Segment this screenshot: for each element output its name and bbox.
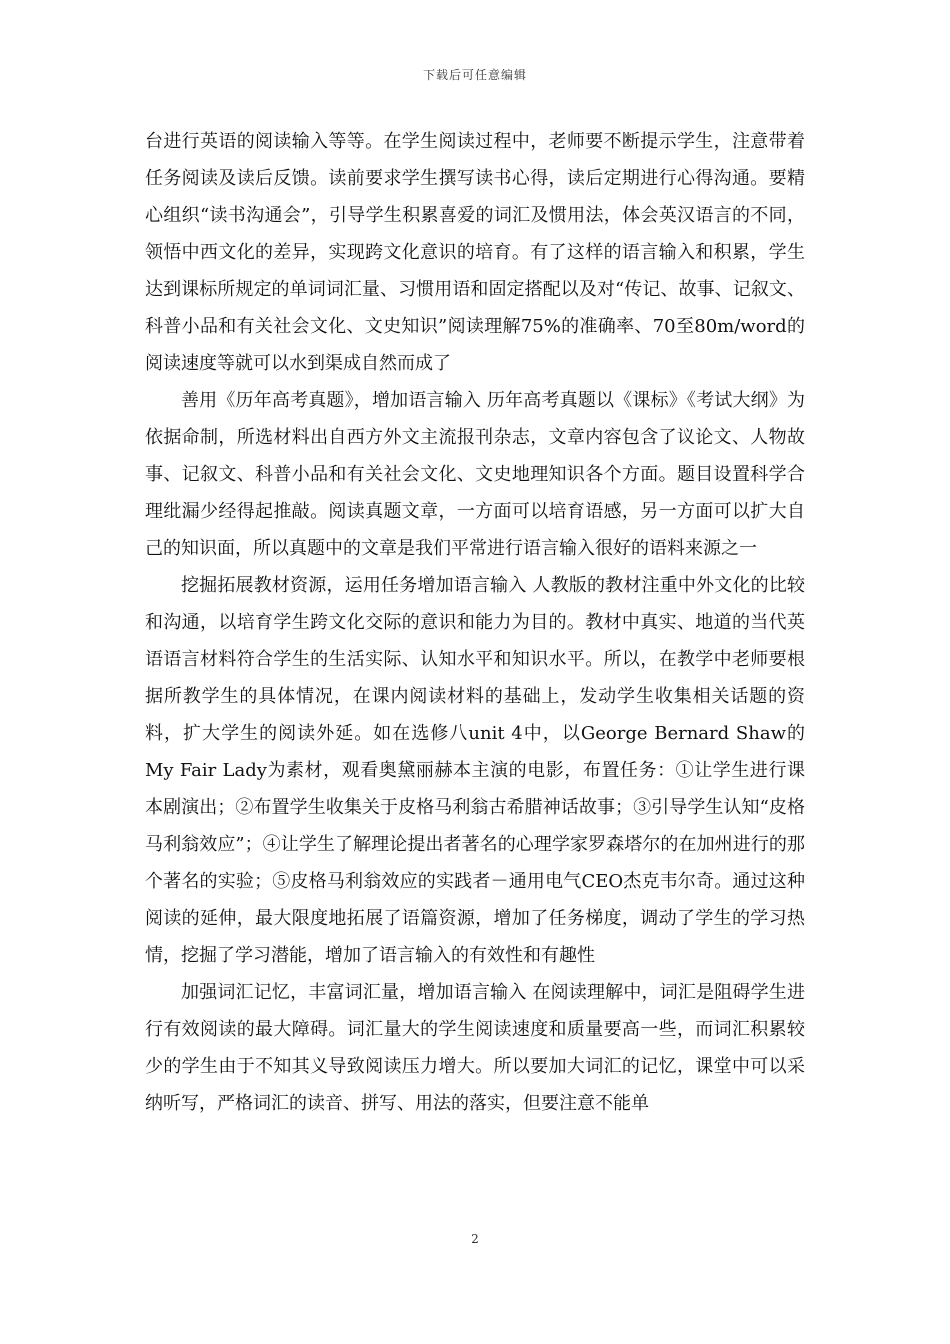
page-header: 下载后可任意编辑 <box>422 68 527 82</box>
paragraph-past-exam-papers: 善用《历年高考真题》，增加语言输入 历年高考真题以《课标》《考试大纲》为依据命制，所选材料出自西方外文主流报刊杂志，文章内容包含了议论文、人物故事、记叙文、科普小品和有关社会文化、文史地理知识各个方面。题目设置科学合理纰漏少经得起推敲。阅读真题文章，一方面可以培育语感，另一方面可以扩大自己的知识面，所以真题中的文章是我们平常进行语言输入很好的语料来源之一 <box>145 390 805 559</box>
paragraph-textbook-resources: 挖掘拓展教材资源，运用任务增加语言输入 人教版的教材注重中外文化的比较和沟通，以培育学生跨文化交际的意识和能力为目的。教材中真实、地道的当代英语语言材料符合学生的生活实际、认知水平和知识水平。所以，在教学中老师要根据所教学生的具体情况，在课内阅读材料的基础上，发动学生收集相关话题的资料，扩大学生的阅读外延。如在选修八unit 4中，以George Bernard Shaw的My Fair Lady为素材，观看奥黛丽赫本主演的电影，布置任务：①让学生进行课本剧演出；②布置学生收集关于皮格马利翁古希腊神话故事；③引导学生认知“皮格马利翁效应”；④让学生了解理论提出者著名的心理学家罗森塔尔的在加州进行的那个著名的实验；⑤皮格马利翁效应的实践者－通用电气CEO杰克韦尔奇。通过这种阅读的延伸，最大限度地拓展了语篇资源，增加了任务梯度，调动了学生的学习热情，挖掘了学习潜能，增加了语言输入的有效性和有趣性 <box>145 575 805 966</box>
body-text <box>145 123 805 1122</box>
page-number: 2 <box>471 1232 479 1246</box>
paragraph-continuation: 台进行英语的阅读输入等等。在学生阅读过程中，老师要不断提示学生，注意带着任务阅读及读后反馈。读前要求学生撰写读书心得，读后定期进行心得沟通。要精心组织“读书沟通会”，引导学生积累喜爱的词汇及惯用法，体会英汉语言的不同，领悟中西文化的差异，实现跨文化意识的培育。有了这样的语言输入和积累，学生达到课标所规定的单词词汇量、习惯用语和固定搭配以及对“传记、故事、记叙文、科普小品和有关社会文化、文史知识”阅读理解75%的准确率、70至80m/word的阅读速度等就可以水到渠成自然而成了 <box>145 131 805 374</box>
paragraph-vocabulary-memory: 加强词汇记忆，丰富词汇量，增加语言输入 在阅读理解中，词汇是阻碍学生进行有效阅读的最大障碍。词汇量大的学生阅读速度和质量要高一些，而词汇积累较少的学生由于不知其义导致阅读压力增大。所以要加大词汇的记忆，课堂中可以采纳听写，严格词汇的读音、拼写、用法的落实，但要注意不能单 <box>145 982 805 1114</box>
